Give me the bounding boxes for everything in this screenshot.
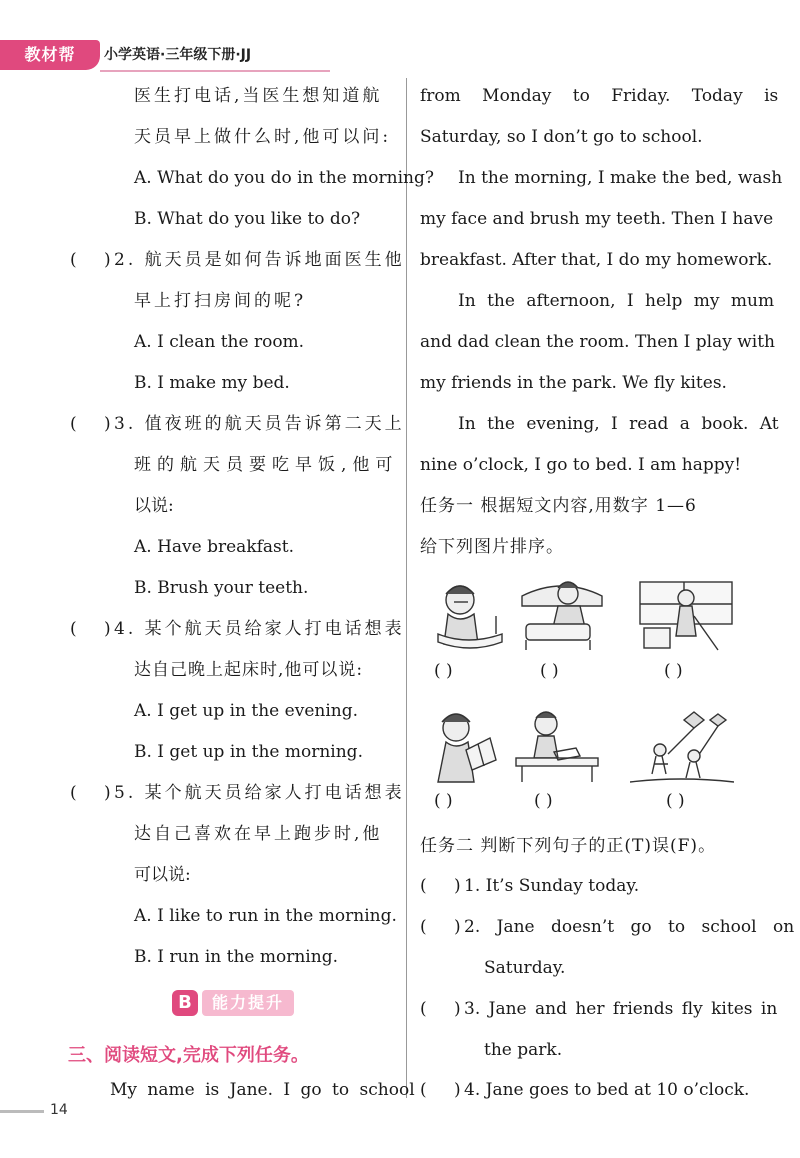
passage-line: breakfast. After that, I do my homework. [420,250,773,270]
picture-6-answer: ( ) [666,791,685,811]
cleaning-room-girl-icon [634,576,738,656]
q4-stem-line-1: 4. 某个航天员给家人打电话想表 [114,619,405,639]
brand-badge: 教材帮 [0,40,100,70]
passage-line: my friends in the park. We fly kites. [420,373,727,393]
passage-first-line: My name is Jane. I go to school [110,1080,415,1100]
statement-3-text-cont: the park. [484,1040,563,1060]
statement-3-text: 3. Jane and her friends fly kites in [464,999,778,1019]
picture-3-answer: ( ) [664,661,683,681]
statement-3-open: ( [420,999,427,1019]
passage-line: Saturday, so I don’t go to school. [420,127,703,147]
q5-option-a: A. I like to run in the morning. [134,906,397,926]
q2-option-b: B. I make my bed. [134,373,290,393]
page-number: 14 [50,1102,68,1118]
q3-answer-open: ( [70,414,77,434]
statement-2-close: ) [454,917,461,937]
book-title: 小学英语·三年级下册·JJ [104,47,252,63]
column-divider [406,78,407,1098]
statement-4-text: 4. Jane goes to bed at 10 o’clock. [464,1080,750,1100]
statement-1-text: 1. It’s Sunday today. [464,876,640,896]
making-bed-girl-icon [508,576,612,656]
q4-answer-open: ( [70,619,77,639]
page-header [0,38,800,74]
statement-2-text-cont: Saturday. [484,958,566,978]
passage-line: my face and brush my teeth. Then I have [420,209,774,229]
q2-answer-open: ( [70,250,77,270]
q3-stem-line-3: 以说: [134,496,174,516]
q3-option-a: A. Have breakfast. [134,537,295,557]
q1-stem-line-2: 天员早上做什么时,他可以问: [134,127,392,147]
task-one-line-2: 给下列图片排序。 [420,537,564,557]
section-b-banner [172,990,294,1018]
statement-1-open: ( [420,876,427,896]
passage-line: In the evening, I read a book. At [458,414,779,434]
statement-4-open: ( [420,1080,427,1100]
passage-line: In the afternoon, I help my mum [458,291,775,311]
passage-line: nine o’clock, I go to bed. I am happy! [420,455,742,475]
section-b-label: 能力提升 [202,990,294,1016]
statement-2-open: ( [420,917,427,937]
q5-option-b: B. I run in the morning. [134,947,338,967]
passage-line: from Monday to Friday. Today is [420,86,779,106]
flying-kites-kids-icon [630,706,734,786]
washing-face-girl-icon [418,576,522,656]
q1-option-b: B. What do you like to do? [134,209,361,229]
passage-line: In the morning, I make the bed, wash [458,168,783,188]
q3-stem-line-2: 班的航天员要吃早饭,他可 [134,455,399,475]
q4-stem-line-2: 达自己晚上起床时,他可以说: [134,660,364,680]
q2-option-a: A. I clean the room. [134,332,305,352]
section-b-letter: B [172,990,198,1016]
q3-answer-close: ) [104,414,111,434]
statement-4-close: ) [454,1080,461,1100]
statement-1-close: ) [454,876,461,896]
statement-2-text: 2. Jane doesn’t go to school on [464,917,795,937]
q3-option-b: B. Brush your teeth. [134,578,309,598]
q2-answer-close: ) [104,250,111,270]
statement-3-close: ) [454,999,461,1019]
q4-option-a: A. I get up in the evening. [134,701,358,721]
passage-line: and dad clean the room. Then I play with [420,332,775,352]
section-three-title: 三、阅读短文,完成下列任务。 [68,1045,309,1066]
homework-girl-icon [508,706,612,786]
picture-5-answer: ( ) [534,791,553,811]
picture-1-answer: ( ) [434,661,453,681]
q1-option-a: A. What do you do in the morning? [134,168,434,188]
q5-stem-line-3: 可以说: [134,865,191,885]
q5-stem-line-2: 达自己喜欢在早上跑步时,他 [134,824,383,844]
q4-answer-close: ) [104,619,111,639]
q5-answer-close: ) [104,783,111,803]
q5-answer-open: ( [70,783,77,803]
picture-4-answer: ( ) [434,791,453,811]
picture-2-answer: ( ) [540,661,559,681]
q2-stem-line-2: 早上打扫房间的呢? [134,291,307,311]
task-one-line-1: 任务一 根据短文内容,用数字 1—6 [420,496,697,516]
q2-stem-line-1: 2. 航天员是如何告诉地面医生他 [114,250,405,270]
q3-stem-line-1: 3. 值夜班的航天员告诉第二天上 [114,414,405,434]
q4-option-b: B. I get up in the morning. [134,742,363,762]
footer-rule [0,1110,44,1113]
header-underline [100,70,330,72]
q1-stem-line-1: 医生打电话,当医生想知道航 [134,86,383,106]
q5-stem-line-1: 5. 某个航天员给家人打电话想表 [114,783,405,803]
task-two-title: 任务二 判断下列句子的正(T)误(F)。 [420,836,717,856]
